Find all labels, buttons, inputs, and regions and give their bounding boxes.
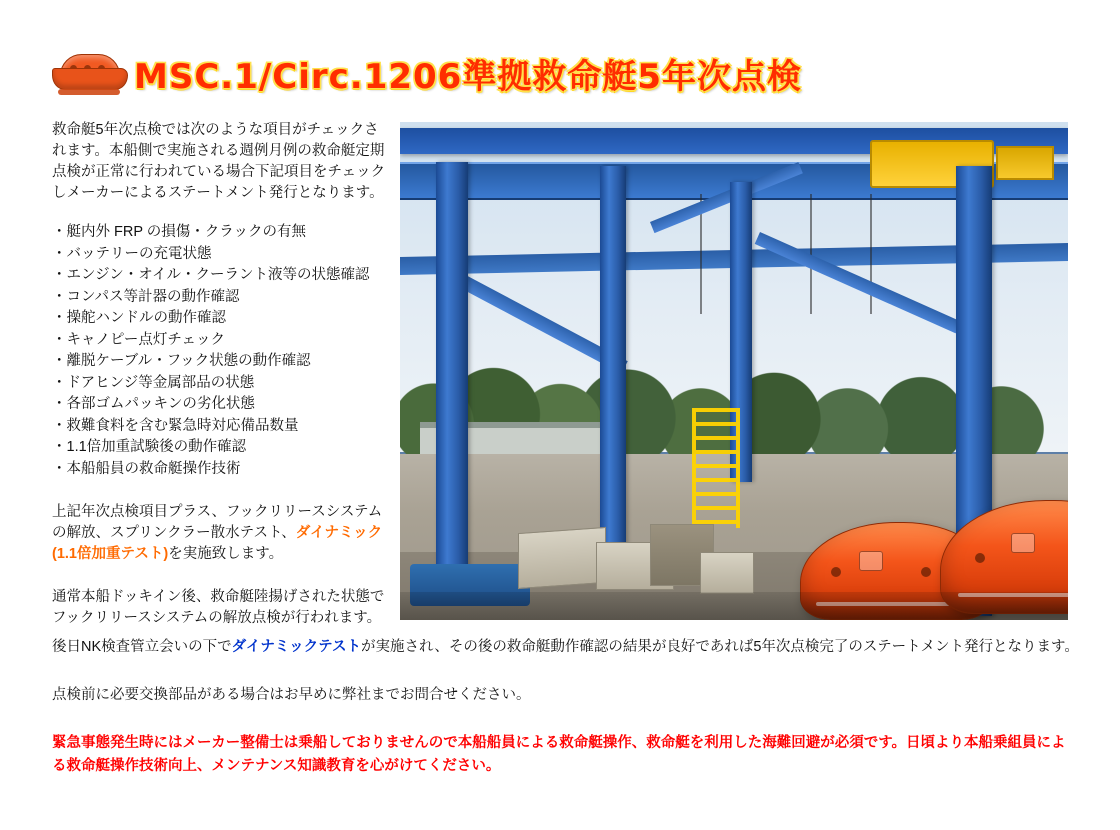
list-item: ・艇内外 FRP の損傷・クラックの有無 [52,224,307,240]
photo-crate [518,527,606,589]
checklist [52,222,392,480]
dynamic-test-text-2: を実施致します。 [168,546,284,562]
list-item: ・各部ゴムパッキンの劣化状態 [52,396,255,412]
nk-note-text-2: が実施され、その後の救命艇動作確認の結果が良好であれば5年次点検完了のステートメント発行となります。 [361,639,1079,655]
dynamic-test-text-1: 上記年次点検項目プラス、フックリリースシステムの解放、スプリンクラー散水テスト、 [52,504,383,541]
dynamic-test-highlight: ダイナミック(1.1倍加重テスト) [52,525,383,562]
nk-inspection-note [52,636,1080,658]
parts-contact-note: 点検前に必要交換部品がある場合はお早めに弊社までお問合せください。 [52,687,531,703]
list-item: ・ドアヒンジ等金属部品の状態 [52,374,255,391]
left-column [52,120,392,629]
intro-paragraph: 救命艇5年次点検では次のような項目がチェックされます。本船側で実施される週例月例の救命艇定期点検が正常に行われている場合下記項目をチェックしメーカーによるステートメント発行となります。 [52,122,386,201]
list-item: ・1.1倍加重試験後の動作確認 [52,439,247,455]
photo-ladder [692,408,740,528]
lifeboat-yard-photo [400,122,1068,620]
list-item: ・バッテリーの充電状態 [52,245,212,262]
photo-crane-column [436,162,468,602]
list-item: ・救難食料を含む緊急時対応備品数量 [52,417,299,434]
photo-crate [700,552,754,594]
photo-ground-shadow [400,592,1068,620]
nk-note-highlight: ダイナミックテスト [231,639,361,655]
bottom-notes [52,636,1080,778]
photo-crane-hoist-secondary [996,146,1054,180]
docking-paragraph: 通常本船ドッキイン後、救命艇陸揚げされた状態でフックリリースシステムの解放点検が行われます。 [52,589,385,626]
page-header [50,44,1070,102]
photo-crane-column [600,166,626,586]
emergency-warning-note: 緊急事態発生時にはメーカー整備士は乗船しておりませんので本船船員による救命艇操作、救命艇を利用した海難回避が必須です。日頃より本船乗組員による救命艇操作技術向上、メンテナンス知識教育を心がけてください。 [52,735,1066,774]
dynamic-test-paragraph [52,502,392,565]
list-item: ・操舵ハンドルの動作確認 [52,310,226,326]
list-item: ・離脱ケーブル・フック状態の動作確認 [52,353,311,369]
list-item: ・コンパス等計器の動作確認 [52,288,240,305]
list-item: ・エンジン・オイル・クーラント液等の状態確認 [52,267,370,283]
list-item: ・本船船員の救命艇操作技術 [52,460,241,477]
nk-note-text-1: 後日NK検査管立会いの下で [52,639,232,655]
page-title: MSC.1/Circ.1206準拠救命艇5年次点検 [134,56,802,97]
list-item: ・キャノピー点灯チェック [52,331,225,348]
lifeboat-icon [50,50,128,96]
